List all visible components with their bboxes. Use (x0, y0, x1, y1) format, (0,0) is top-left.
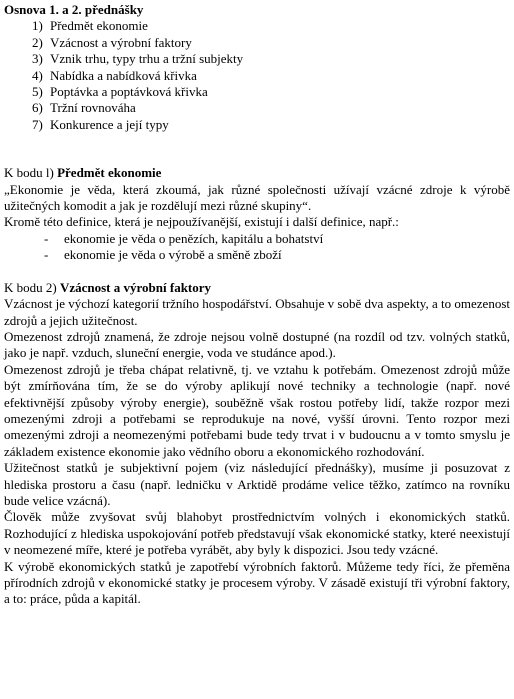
section2-paragraph: Člověk může zvyšovat svůj blahobyt prostřednictvím volných i ekonomických statků. Rozhodující z hlediska uspokojování potřeb představují však ekonomické statky, které neexistují v neomezené míře, které je potřeba vyrábět, aby byly k dispozici. Jsou tedy vzácné. (4, 509, 510, 558)
bullet-item: - ekonomie je věda o penězích, kapitálu a bohatství (44, 230, 324, 246)
outline-item: 4) Nabídka a nabídková křivka (32, 67, 197, 83)
section1-definition: „Ekonomie je věda, která zkoumá, jak různé společnosti užívají vzácné zdroje k výrobě užitečných komodit a jak je rozdělují mezi různé skupiny“. (4, 181, 510, 214)
section2-paragraph: Vzácnost je výchozí kategorií tržního hospodářství. Obsahuje v sobě dva aspekty, a to omezenost zdrojů a jejich užitečnost. (4, 296, 510, 328)
section2-paragraph: Omezenost zdrojů znamená, že zdroje nejsou volně dostupné (na rozdíl od tzv. volných statků, jako je např. vzduch, sluneční energie, voda ve studánce apod.). (4, 328, 510, 361)
section1-title: Předmět ekonomie (57, 165, 162, 181)
section2-heading: K bodu 2) Vzácnost a výrobní faktory (4, 279, 212, 295)
section2-paragraph: Užitečnost statků je subjektivní pojem (viz následující přednášky), musíme ji posuzovat z hlediska prostoru a času (např. ledničku v Arktidě prodáme velice těžko, zatímco na rovníku bude velice vzácná). (4, 460, 510, 508)
document-title: Osnova 1. a 2. přednášky (4, 2, 144, 17)
section2-title: Vzácnost a výrobní faktory (59, 279, 212, 295)
section2-paragraph: Omezenost zdrojů je třeba chápat relativně, tj. ve vztahu k potřebám. Omezenost zdrojů může být zmírňována tím, že se do výroby aplikují nové techniky a technologie (např. nové efektivnější způsoby výroby energie), souběžně však rostou potřeby lidí, takže rozpor mezi omezenými zdroji a potřebami se reprodukuje na nové, vyšší úrovni. Tento rozpor mezi omezenými zdroji a neomezenými potřebami bude tedy trvat i v budoucnu a v tomto smyslu je základem existence ekonomie jako vědního oboru a ekonomického rozhodování. (4, 361, 510, 459)
outline-item: 3) Vznik trhu, typy trhu a tržní subjekty (32, 51, 244, 67)
outline-item: 1) Předmět ekonomie (32, 18, 148, 34)
outline-item: 7) Konkurence a její typy (32, 116, 169, 132)
section1-heading: K bodu l) Předmět ekonomie (4, 165, 162, 181)
section1-intro: Kromě této definice, která je nejpoužívanější, existují i další definice, např.: (4, 214, 399, 230)
outline-item: 6) Tržní rovnováha (32, 100, 136, 116)
outline-item: 5) Poptávka a poptávková křivka (32, 84, 208, 100)
bullet-item: - ekonomie je věda o výrobě a směně zboží (44, 247, 282, 263)
outline-item: 2) Vzácnost a výrobní faktory (32, 34, 192, 50)
outline-list (4, 18, 510, 133)
section1-bullet-list (4, 231, 510, 264)
section2-paragraph: K výrobě ekonomických statků je zapotřebí výrobních faktorů. Můžeme tedy říci, že přeměna přírodních zdrojů v ekonomické statky je procesem výroby. V zásadě existují tři výrobní faktory, a to: práce, půda a kapitál. (4, 558, 510, 607)
